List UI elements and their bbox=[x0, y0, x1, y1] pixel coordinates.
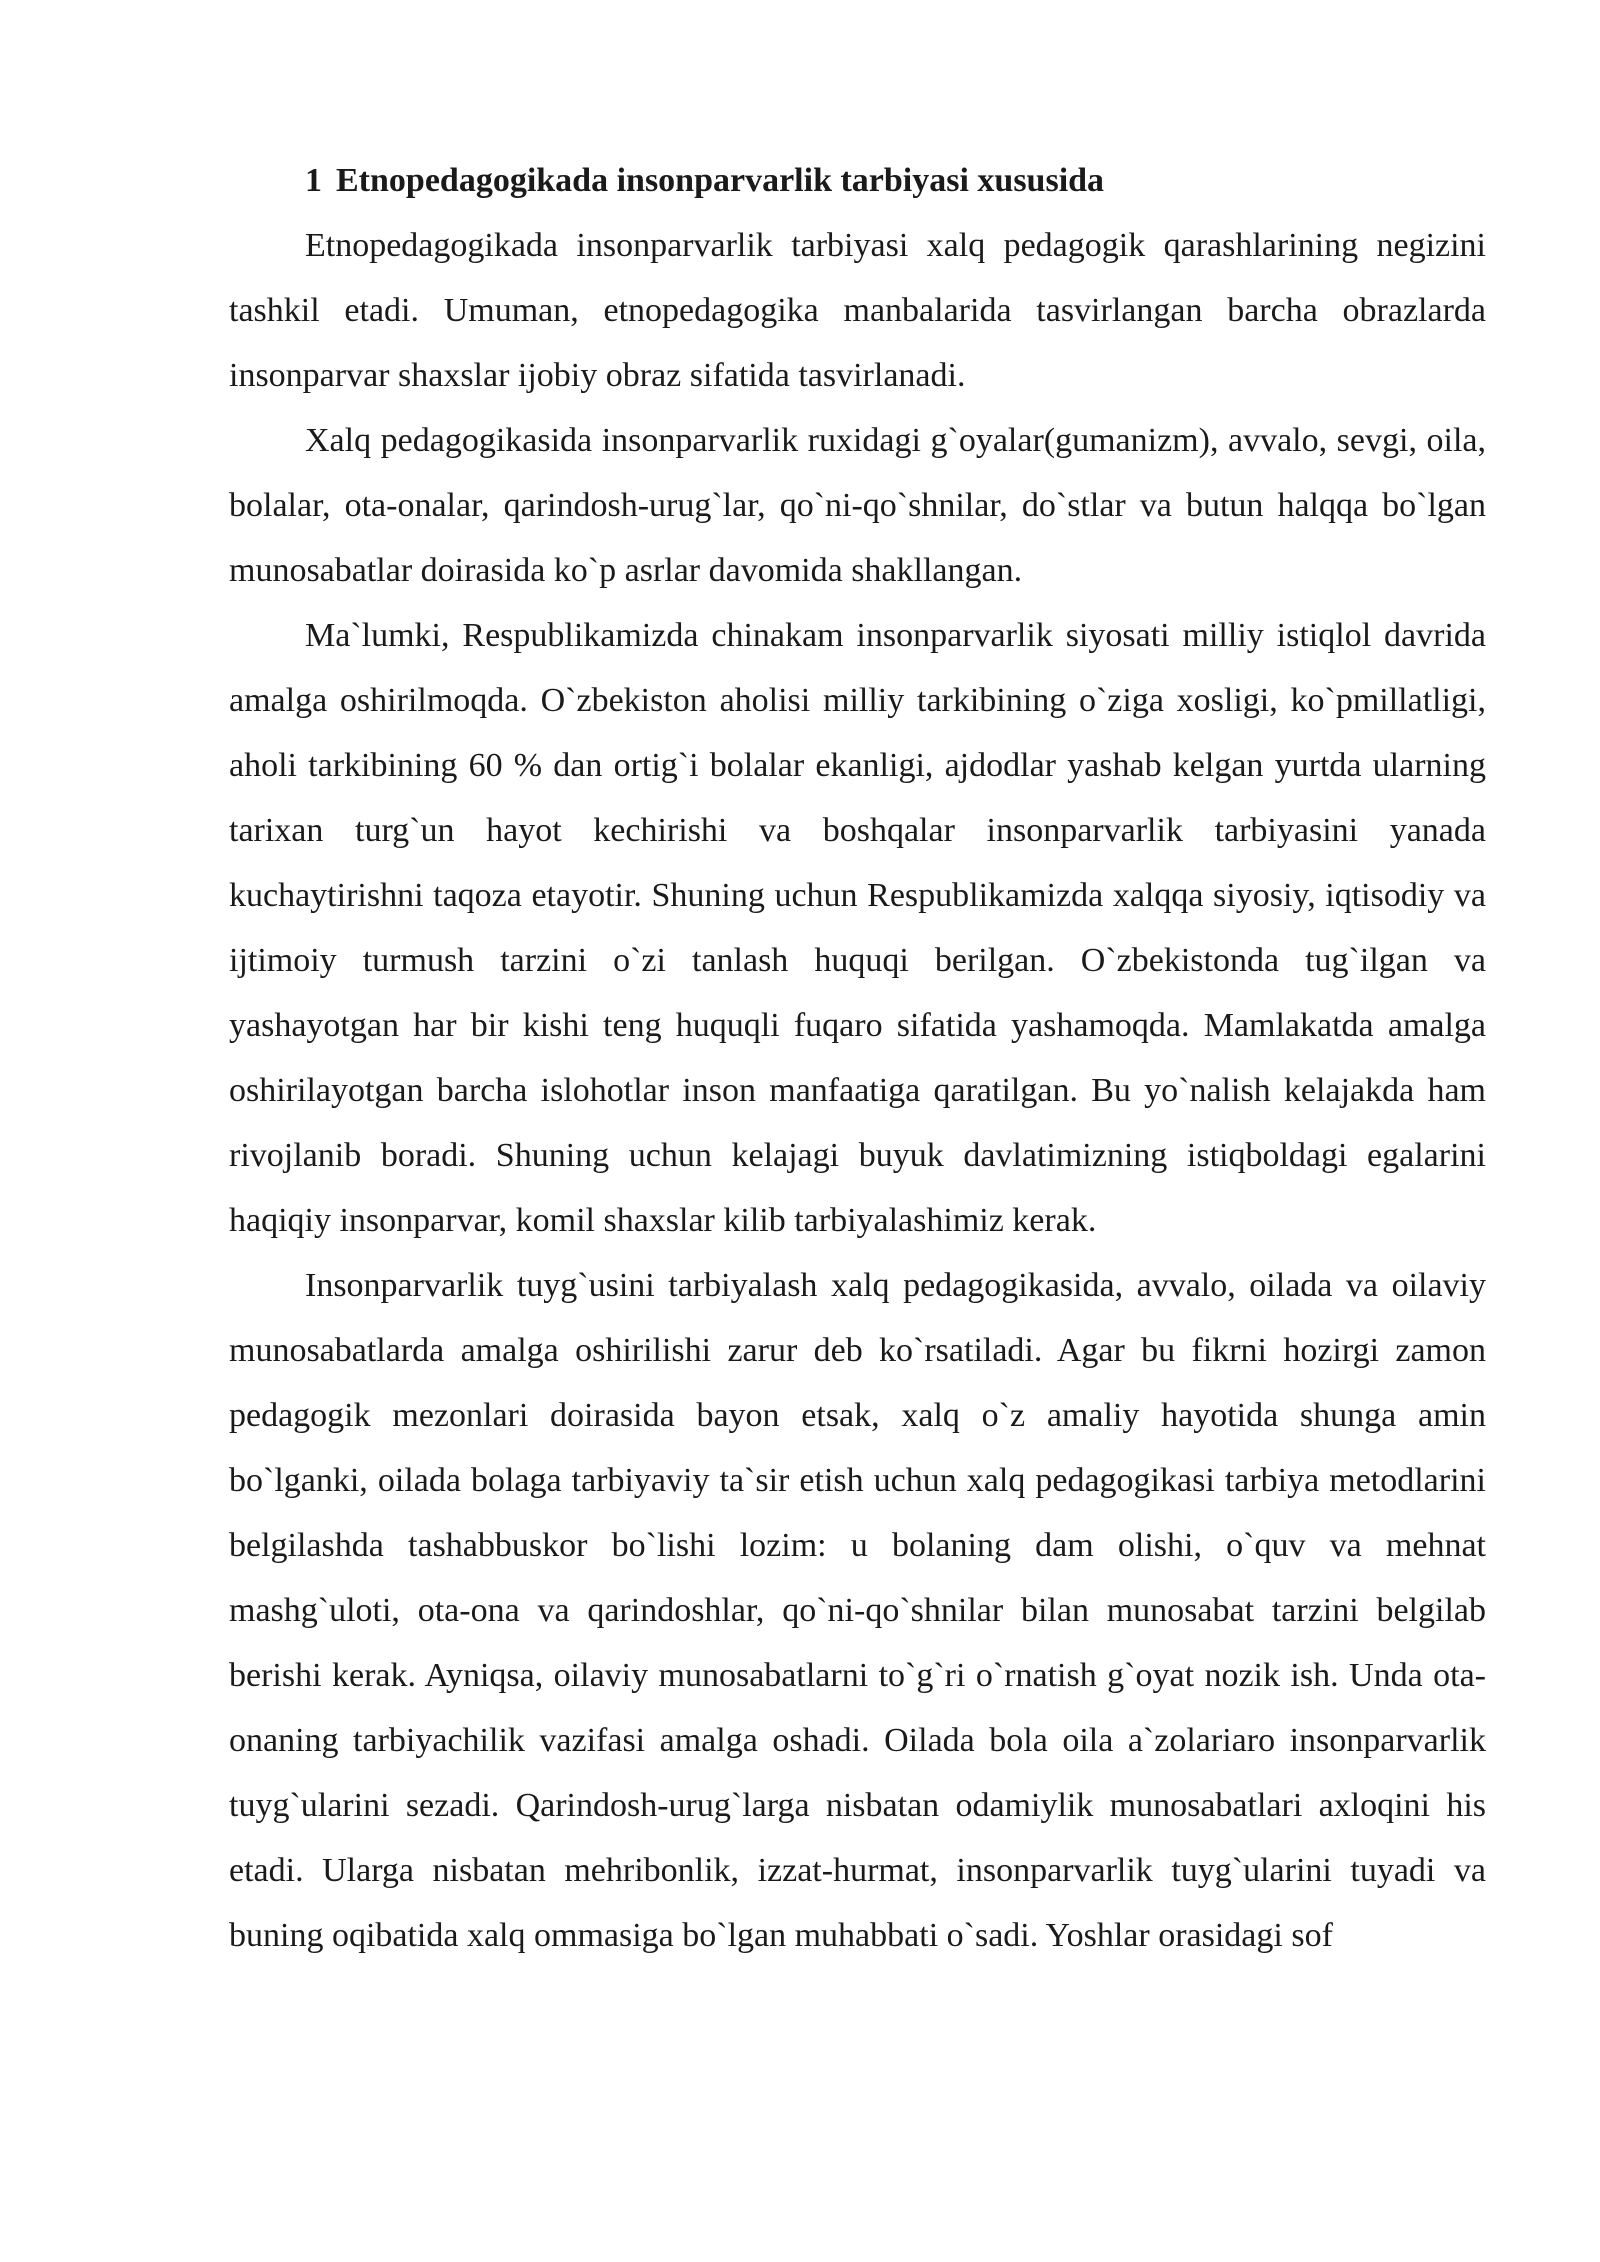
paragraph-3: Ma`lumki, Respublikamizda chinakam insonparvarlik siyosati milliy istiqlol davrida amalga oshirilmoqda. O`zbekiston aholisi milliy tarkibining o`ziga xosligi, ko`pmillatligi, aholi tarkibining 60 % dan ortig`i bolalar ekanligi, ajdodlar yashab kelgan yurtda ularning tarixan turg`un hayot kechirishi va boshqalar insonparvarlik tarbiyasini yanada kuchaytirishni taqoza etayotir. Shuning uchun Respublikamizda xalqqa siyosiy, iqtisodiy va ijtimoiy turmush tarzini o`zi tanlash huquqi berilgan. O`zbekistonda tug`ilgan va yashayotgan har bir kishi teng huquqli fuqaro sifatida yashamoqda. Mamlakatda amalga oshirilayotgan barcha islohotlar inson manfaatiga qaratilgan. Bu yo`nalish kelajakda ham rivojlanib boradi. Shuning uchun kelajagi buyuk davlatimizning istiqboldagi egalarini haqiqiy insonparvar, komil shaxslar kilib tarbiyalashimiz kerak. bbox=[229, 617, 1486, 1239]
document-page bbox=[229, 148, 1486, 1968]
section-number: 1 bbox=[305, 162, 322, 199]
section-heading bbox=[229, 148, 1486, 213]
paragraph-4: Insonparvarlik tuyg`usini tarbiyalash xalq pedagogikasida, avvalo, oilada va oilaviy munosabatlarda amalga oshirilishi zarur deb ko`rsatiladi. Agar bu fikrni hozirgi zamon pedagogik mezonlari doirasida bayon etsak, xalq o`z amaliy hayotida shunga amin bo`lganki, oilada bolaga tarbiyaviy ta`sir etish uchun xalq pedagogikasi tarbiya metodlarini belgilashda tashabbuskor bo`lishi lozim: u bolaning dam olishi, o`quv va mehnat mashg`uloti, ota-ona va qarindoshlar, qo`ni-qo`shnilar bilan munosabat tarzini belgilab berishi kerak. Ayniqsa, oilaviy munosabatlarni to`g`ri o`rnatish g`oyat nozik ish. Unda ota-onaning tarbiyachilik vazifasi amalga oshadi. Oilada bola oila a`zolariaro insonparvarlik tuyg`ularini sezadi. Qarindosh-urug`larga nisbatan odamiylik munosabatlari axloqini his etadi. Ularga nisbatan mehribonlik, izzat-hurmat, insonparvarlik tuyg`ularini tuyadi va buning oqibatida xalq ommasiga bo`lgan muhabbati o`sadi. Yoshlar orasidagi sof bbox=[229, 1267, 1486, 1954]
paragraph-2: Xalq pedagogikasida insonparvarlik ruxidagi g`oyalar(gumanizm), avvalo, sevgi, oila, bolalar, ota-onalar, qarindosh-urug`lar, qo`ni-qo`shnilar, do`stlar va butun halqqa bo`lgan munosabatlar doirasida ko`p asrlar davomida shakllangan. bbox=[229, 422, 1486, 589]
paragraph-1: Etnopedagogikada insonparvarlik tarbiyasi xalq pedagogik qarashlarining negizini tashkil etadi. Umuman, etnopedagogika manbalarida tasvirlangan barcha obrazlarda insonparvar shaxslar ijobiy obraz sifatida tasvirlanadi. bbox=[229, 227, 1486, 394]
section-title: Etnopedagogikada insonparvarlik tarbiyasi xususida bbox=[336, 162, 1105, 199]
